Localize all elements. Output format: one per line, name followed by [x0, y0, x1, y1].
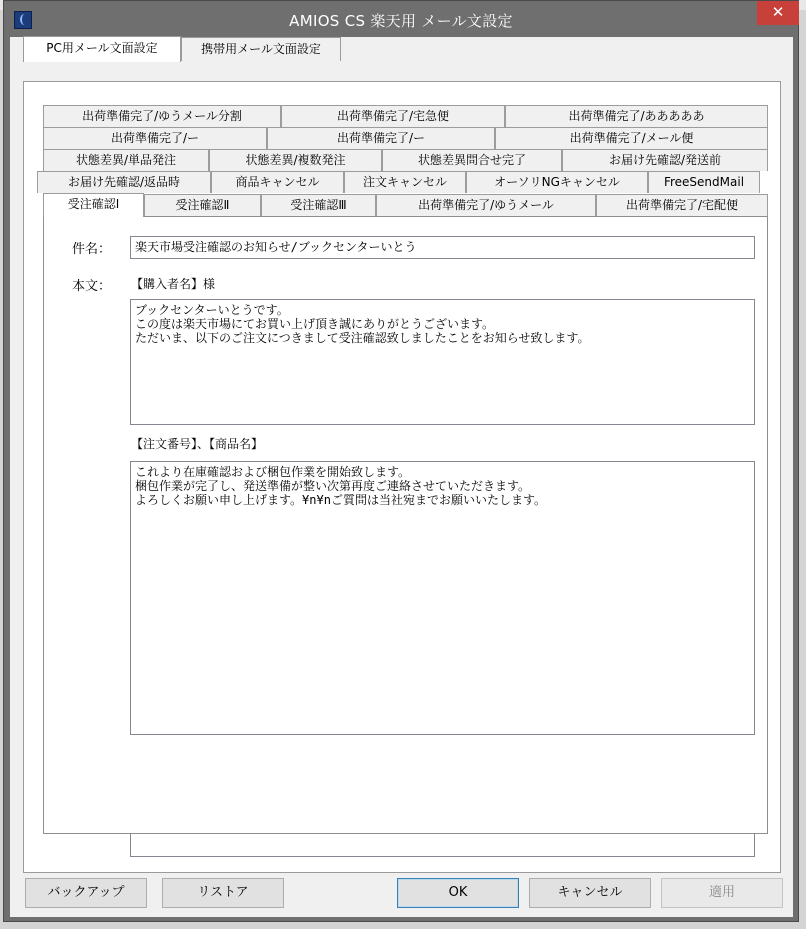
tab-ship-yu-mail-split[interactable]: 出荷準備完了/ゆうメール分割	[43, 105, 281, 127]
tab-ship-takkyubin[interactable]: 出荷準備完了/宅急便	[281, 105, 505, 127]
tab-ship-takuhaibin[interactable]: 出荷準備完了/宅配便	[596, 194, 768, 216]
tab-pc-mail[interactable]: PC用メール文面設定	[23, 36, 181, 62]
dialog-client-area	[10, 37, 793, 917]
title-bar[interactable]	[4, 1, 798, 37]
tab-status-multiple[interactable]: 状態差異/複数発注	[209, 149, 382, 171]
tab-delivery-check-before[interactable]: お届け先確認/発送前	[562, 149, 768, 171]
body-bottom-textarea[interactable]: これより在庫確認および梱包作業を開始致します。 梱包作業が完了し、発送準備が整い次第再度ご連絡させていただきます。 よろしくお願い申し上げます。¥n¥nご質問は当社宛までお願いいたします。	[130, 461, 755, 735]
tab-status-single[interactable]: 状態差異/単品発注	[43, 149, 209, 171]
tab-order-confirm-3[interactable]: 受注確認Ⅲ	[261, 194, 376, 216]
apply-button[interactable]: 適用	[661, 878, 783, 908]
body-top-textarea[interactable]: ブックセンターいとうです。 この度は楽天市場にてお買い上げ頂き誠にありがとうございます。 ただいま、以下のご注文につきまして受注確認致しましたことをお知らせ致します。	[130, 299, 755, 425]
tab-status-inquiry-done[interactable]: 状態差異問合せ完了	[382, 149, 562, 171]
tab-ship-yu-mail[interactable]: 出荷準備完了/ゆうメール	[376, 194, 596, 216]
tab-ship-mail-bin[interactable]: 出荷準備完了/メール便	[495, 127, 768, 149]
buyer-name-placeholder: 【購入者名】様	[131, 277, 216, 291]
tab-delivery-check-return[interactable]: お届け先確認/返品時	[37, 171, 211, 193]
window-title: AMIOS CS 楽天用 メール文設定	[289, 12, 513, 30]
backup-button[interactable]: バックアップ	[25, 878, 147, 908]
tab-mobile-mail[interactable]: 携帯用メール文面設定	[181, 37, 341, 61]
tab-item-cancel[interactable]: 商品キャンセル	[211, 171, 344, 193]
order-item-placeholder: 【注文番号】、【商品名】	[131, 437, 264, 451]
cancel-button[interactable]: キャンセル	[529, 878, 651, 908]
close-button[interactable]: ✕	[757, 1, 799, 25]
tab-ship-dash-1[interactable]: 出荷準備完了/ー	[43, 127, 267, 149]
subject-input[interactable]: 楽天市場受注確認のお知らせ/ブックセンターいとう	[130, 236, 755, 259]
tab-ship-aaaaa[interactable]: 出荷準備完了/あああああ	[505, 105, 768, 127]
body-label: 本文：	[72, 279, 112, 294]
tab-free-send-mail[interactable]: FreeSendMail	[648, 171, 760, 193]
tab-order-confirm-2[interactable]: 受注確認Ⅱ	[144, 194, 261, 216]
tab-order-cancel[interactable]: 注文キャンセル	[344, 171, 466, 193]
subject-label: 件名：	[72, 242, 112, 257]
settings-window	[3, 0, 799, 922]
restore-button[interactable]: リストア	[162, 878, 284, 908]
ok-button[interactable]: OK	[397, 878, 519, 908]
tab-order-confirm-1[interactable]: 受注確認Ⅰ	[43, 193, 144, 217]
tab-authori-ng-cancel[interactable]: オーソリNGキャンセル	[466, 171, 648, 193]
tab-ship-dash-2[interactable]: 出荷準備完了/ー	[267, 127, 495, 149]
